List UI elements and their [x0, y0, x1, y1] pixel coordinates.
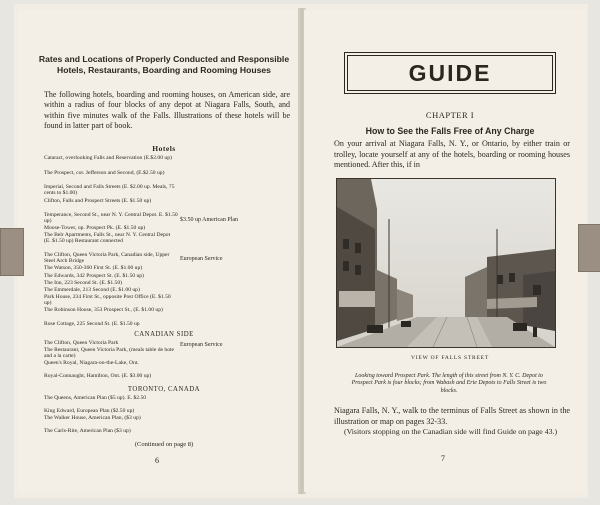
hotels-heading: Hotels	[152, 144, 176, 153]
hotel-entry: The Belr Apartments, Falls St., near N. Y. Central Depot (E. $1.50 up) Restaurant connected	[44, 232, 171, 245]
hotel-entry: Clifton, Falls and Prospect Streets (E. $1.50 up)	[44, 198, 152, 204]
left-page-heading: Rates and Locations of Properly Conducted and Responsible Hotels, Restaurants, Boarding and Rooming Houses	[38, 54, 290, 75]
toronto-entry: The Carls-Rite, American Plan ($3 up)	[44, 428, 131, 434]
hotel-entry: The Watson, 350-360 First St. (E. $1.00 up)	[44, 265, 143, 271]
continued-note: (Continued on page 8)	[134, 441, 194, 448]
right-page-tab	[578, 224, 600, 272]
canadian-entry: Royal-Connaught, Hamilton, Ont. (E. $3.00 up)	[44, 373, 152, 379]
falls-street-photo	[336, 178, 556, 348]
chapter-title: How to See the Falls Free of Any Charge	[365, 126, 535, 136]
chapter-label: CHAPTER I	[425, 110, 475, 120]
left-page	[18, 10, 300, 492]
hotel-entry: The Inn, 223 Second St. (E. $1.50)	[44, 280, 122, 286]
left-page-tab	[0, 228, 24, 276]
body-paragraph-1: On your arrival at Niagara Falls, N. Y., or Ontario, by either train or trolley, locate yourself at any of the hotels, boarding or rooming houses mentioned. After this, if in	[334, 139, 570, 169]
canadian-european-note: European Service	[180, 342, 223, 348]
toronto-heading: TORONTO, CANADA	[127, 386, 201, 393]
hotel-entry: The Edwards, 342 Prospect St. (E. $1.50 up)	[44, 273, 144, 279]
body-paragraph-3: (Visitors stopping on the Canadian side will find Guide on page 43.)	[344, 427, 558, 436]
toronto-entry: King Edward, European Plan ($2.50 up)	[44, 408, 135, 414]
hotel-entry: Rose Cottage, 225 Second St. (E. $1.50 up	[44, 321, 140, 327]
page-number-right: 7	[441, 454, 445, 463]
hotel-entry: Park House, 234 First St., opposite Post Office (E. $1.50 up)	[44, 294, 171, 307]
canadian-entry: The Clifton, Queen Victoria Park	[44, 340, 119, 346]
american-plan-note: $3.50 up American Plan	[180, 217, 238, 223]
canadian-entry: Queen's Royal, Niagara-on-the-Lake, Ont.	[44, 360, 139, 366]
body-paragraph-2: Niagara Falls, N. Y., walk to the terminus of Falls Street as shown in the illustration or map on pages 32-33.	[334, 406, 570, 426]
hotel-entry: The Prospect, cor. Jefferson and Second, (E.$2.50 up)	[44, 170, 165, 176]
hotel-entry: The Robinson House, 353 Prospect St., (E. $1.00 up)	[44, 307, 163, 313]
right-page	[304, 10, 586, 492]
hotel-entry: Cataract, overlooking Falls and Reservation (E.$2.00 up)	[44, 155, 172, 161]
hotel-entry: Imperial, Second and Falls Streets (E. $2.00 up. Meals, 75 cents to $1.00)	[44, 184, 175, 197]
photo-caption: VIEW OF FALLS STREET	[411, 355, 489, 361]
page-title: GUIDE	[408, 60, 492, 86]
open-booklet	[14, 4, 588, 498]
hotel-entry: Moose-Tower, op. Prospect Pk. (E. $1.50 up)	[44, 225, 146, 231]
hotel-entry: The Emmerdale, 213 Second (E. $1.00 up)	[44, 287, 140, 293]
hotel-entry: Temperance, Second St., near N. Y. Central Depot. E. $1.50 up)	[44, 212, 178, 225]
european-service-note: European Service	[180, 256, 223, 262]
hotel-entry: The Clifton, Queen Victoria Park, Canadian side, Upper Steel Arch Bridge	[44, 252, 170, 265]
canadian-entry: The Restaurant, Queen Victoria Park, (meals table de hote and a la carte)	[44, 347, 175, 360]
toronto-entry: The Queens, American Plan ($5 up). E. $2.50	[44, 395, 147, 401]
canadian-side-heading: CANADIAN SIDE	[134, 331, 194, 338]
intro-paragraph: The following hotels, boarding and rooming houses, on American side, are within a radius of four blocks of any depot at Niagara Falls, South, and within five minutes walk of the Falls. Illustrations of these hotels will be found in latter part of book.	[44, 90, 290, 130]
page-number-left: 6	[155, 456, 159, 465]
toronto-entry: The Walker House, American Plan, ($3 up)	[44, 415, 141, 421]
photo-note: Looking toward Prospect Park. The length of this street from N. Y. C. Depot to Prospect Park is four blocks; from Wabash and Erie Depots to Falls Street is two blocks.	[351, 373, 547, 394]
